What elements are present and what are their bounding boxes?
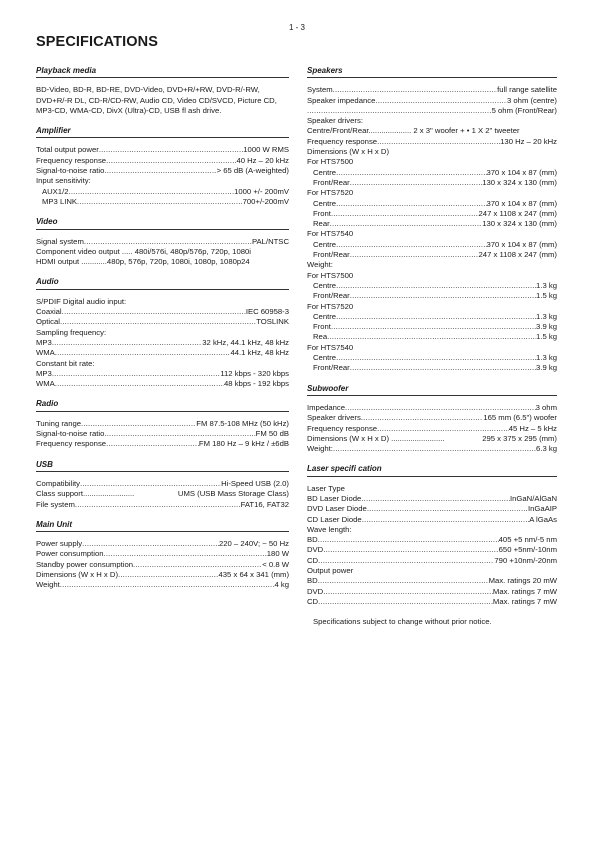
leader-dots — [336, 240, 486, 250]
spec-key: Front/Rear — [313, 291, 350, 301]
model-label: For HTS7540 — [307, 229, 354, 239]
spec-row — [307, 96, 557, 106]
model-label: For HTS7540 — [307, 342, 354, 352]
leader-dots — [104, 549, 267, 559]
spec-row — [36, 570, 289, 580]
spec-key: BD — [307, 535, 318, 545]
leader-dots — [375, 96, 507, 106]
spec-value: PAL/NTSC — [251, 236, 289, 246]
leader-dots — [330, 219, 483, 229]
spec-row — [307, 494, 557, 504]
spec-key: CD — [307, 596, 319, 606]
spec-key: Signal system — [36, 236, 84, 246]
spec-value: 45 Hz – 5 kHz — [508, 423, 557, 433]
spec-row — [36, 187, 289, 197]
spec-value: FM 180 Hz – 9 kHz / ±6dB — [198, 439, 289, 449]
spec-key: Signal-to-noise ratio — [36, 429, 105, 439]
spec-value: FM 87.5-108 MHz (50 kHz) — [196, 418, 289, 428]
model-label: For HTS7500 — [307, 157, 354, 167]
main-unit-section — [36, 520, 289, 591]
leader-dots — [52, 338, 202, 348]
spec-value: Max. ratings 7 mW — [492, 596, 557, 606]
spec-key: DVD — [307, 545, 324, 555]
playback-section — [36, 66, 289, 116]
spec-value: FAT16, FAT32 — [240, 499, 289, 509]
spec-key: Front/Rear — [313, 250, 350, 260]
spec-value: 220 – 240V; ~ 50 Hz — [218, 539, 289, 549]
spec-value: A lGaAs — [529, 514, 557, 524]
spec-key: Class support........................ — [36, 489, 135, 499]
spec-row — [36, 379, 289, 389]
spec-key: WMA — [36, 379, 55, 389]
spec-value: 112 kbps - 320 kbps — [220, 368, 289, 378]
spec-row — [36, 197, 289, 207]
spec-key: Weight: — [307, 444, 333, 454]
spec-row — [36, 156, 289, 166]
spec-value: 1.5 kg — [536, 332, 557, 342]
model-label: For HTS7520 — [307, 301, 354, 311]
spec-value: 3.9 kg — [536, 363, 557, 373]
spec-value: 247 x 1108 x 247 (mm) — [478, 250, 557, 260]
spec-value: 1.3 kg — [536, 311, 557, 321]
spec-key: Rea — [313, 332, 328, 342]
subwoofer-section — [307, 384, 557, 455]
spec-value: 370 x 104 x 87 (mm) — [486, 198, 557, 208]
leader-dots — [318, 597, 493, 607]
spec-line: HDMI output ............480p, 576p, 720p, 1080i, 1080p, 1080p24 — [36, 257, 250, 267]
leader-dots — [318, 576, 489, 586]
leader-dots — [318, 556, 494, 566]
spec-value: InGaAIP — [527, 504, 557, 514]
spec-key: Rear — [313, 219, 330, 229]
spec-key: File system — [36, 499, 75, 509]
laser-section — [307, 464, 557, 607]
spec-key: Weight — [36, 580, 60, 590]
spec-row — [36, 560, 289, 570]
spec-row — [36, 489, 289, 499]
spec-value: Max. ratings 20 mW — [488, 576, 557, 586]
spec-key: Power supply — [36, 539, 83, 549]
section-heading: Subwoofer — [307, 384, 557, 396]
spec-row — [307, 332, 557, 342]
right-column — [307, 66, 557, 628]
section-heading: Audio — [36, 277, 289, 289]
spec-value: 3.9 kg — [536, 322, 557, 332]
spec-key: DVD Laser Diode — [307, 504, 367, 514]
spec-row — [307, 137, 557, 147]
spec-value: 130 x 324 x 130 (mm) — [482, 177, 557, 187]
sub-label: S/PDIF Digital audio input: — [36, 296, 127, 306]
spec-key: DVD — [307, 586, 324, 596]
spec-key: System — [307, 85, 333, 95]
leader-dots — [333, 85, 498, 95]
spec-key: MP3 — [36, 337, 52, 347]
spec-key: Front — [313, 322, 331, 332]
leader-dots — [118, 570, 218, 580]
spec-row — [307, 363, 557, 373]
leader-dots — [75, 500, 241, 510]
section-heading: Speakers — [307, 66, 557, 78]
spec-row — [36, 439, 289, 449]
section-heading: Radio — [36, 399, 289, 411]
playback-media-text: BD-Video, BD-R, BD-RE, DVD-Video, DVD+R/+RW, DVD-R/-RW, DVD+R/-R DL, CD-R/CD-RW, Audio CD, Video CD/SVCD, Picture CD, MP3-CD, WMA-CD, DivX (Ultra)-CD, USB fl ash drive. — [36, 85, 277, 115]
sub-label: Constant bit rate: — [36, 358, 95, 368]
spec-key: Centre — [313, 311, 337, 321]
leader-dots — [377, 424, 509, 434]
leader-dots — [361, 413, 484, 423]
leader-dots — [336, 312, 536, 322]
spec-value: 435 x 64 x 341 (mm) — [218, 569, 289, 579]
spec-key: Compatibility — [36, 478, 81, 488]
spec-key: Frequency response — [36, 439, 107, 449]
spec-value: Hi-Speed USB (2.0) — [221, 478, 289, 488]
spec-row — [307, 219, 557, 229]
leader-dots — [55, 348, 231, 358]
spec-row — [307, 240, 557, 250]
spec-line: Centre/Front/Rear.................... 2 x 3" woofer + • 1 X 2" tweeter — [307, 126, 520, 136]
spec-key: Frequency response — [307, 136, 378, 146]
leader-dots — [331, 209, 479, 219]
sub-label: Dimensions (W x H x D) — [307, 147, 390, 157]
sub-label: Input sensitivity: — [36, 176, 91, 186]
spec-row — [307, 168, 557, 178]
spec-value: UMS (USB Mass Storage Class) — [177, 489, 289, 499]
spec-key: WMA — [36, 348, 55, 358]
leader-dots — [362, 515, 530, 525]
spec-value: 165 mm (6.5") woofer — [483, 413, 557, 423]
leader-dots — [350, 250, 479, 260]
spec-key: Front/Rear — [313, 177, 350, 187]
spec-row — [36, 429, 289, 439]
spec-row — [36, 419, 289, 429]
spec-value: 6.3 kg — [536, 444, 557, 454]
spec-key: AUX1/2 — [42, 186, 69, 196]
section-heading: Main Unit — [36, 520, 289, 532]
spec-key: Speaker impedance — [307, 95, 376, 105]
leader-dots — [69, 187, 235, 197]
spec-key: Standby power consumption — [36, 559, 134, 569]
spec-value: Max. ratings 7 mW — [492, 586, 557, 596]
leader-dots — [350, 363, 536, 373]
spec-value: 48 kbps - 192 kbps — [224, 379, 289, 389]
spec-value: 1.3 kg — [536, 353, 557, 363]
leader-dots — [55, 379, 224, 389]
radio-section — [36, 399, 289, 449]
section-heading: Amplifier — [36, 126, 289, 138]
spec-value: 1.3 kg — [536, 280, 557, 290]
leader-dots — [336, 199, 486, 209]
spec-value: 4 kg — [274, 580, 289, 590]
sub-label: Sampling frequency: — [36, 327, 107, 337]
leader-dots — [323, 545, 498, 555]
leader-dots — [82, 539, 219, 549]
leader-dots — [84, 237, 252, 247]
spec-row — [307, 515, 557, 525]
section-heading: USB — [36, 460, 289, 472]
spec-row — [307, 576, 557, 586]
spec-row — [307, 504, 557, 514]
spec-row — [36, 145, 289, 155]
spec-value: 700+/-200mV — [242, 196, 289, 206]
spec-value: > 65 dB (A-weighted) — [216, 166, 289, 176]
leader-dots — [323, 587, 493, 597]
spec-row — [307, 281, 557, 291]
spec-value: 1000 W RMS — [243, 145, 289, 155]
spec-value: 5 ohm (Front/Rear) — [491, 105, 557, 115]
leader-dots — [377, 137, 500, 147]
spec-value: 3 ohm — [535, 402, 557, 412]
spec-key: Centre — [313, 198, 337, 208]
spec-key: Dimensions (W x H x D) ......................... — [307, 433, 445, 443]
spec-row — [307, 312, 557, 322]
spec-key: Frequency response — [36, 155, 107, 165]
leader-dots — [52, 369, 221, 379]
spec-line: Component video output ..... 480i/576i, 480p/576p, 720p, 1080i — [36, 246, 251, 256]
leader-dots — [350, 178, 482, 188]
leader-dots — [361, 494, 510, 504]
spec-row — [36, 348, 289, 358]
sub-label: Speaker drivers: — [307, 116, 363, 126]
spec-row — [307, 587, 557, 597]
spec-row — [307, 424, 557, 434]
sub-label: Output power — [307, 566, 354, 576]
spec-row — [307, 178, 557, 188]
spec-key: Centre — [313, 167, 337, 177]
spec-row — [307, 250, 557, 260]
spec-value: 650 +5nm/-10nm — [498, 545, 557, 555]
leader-dots — [81, 419, 196, 429]
model-label: For HTS7500 — [307, 270, 354, 280]
spec-value: 370 x 104 x 87 (mm) — [486, 239, 557, 249]
spec-value: 130 x 324 x 130 (mm) — [482, 219, 557, 229]
speakers-section — [307, 66, 557, 374]
spec-row — [307, 403, 557, 413]
spec-row — [36, 479, 289, 489]
sub-label: Weight: — [307, 260, 333, 270]
spec-value: 295 x 375 x 295 (mm) — [482, 433, 557, 443]
spec-row — [36, 369, 289, 379]
spec-row — [307, 444, 557, 454]
spec-row — [307, 556, 557, 566]
leader-dots — [80, 479, 221, 489]
leader-dots — [62, 307, 246, 317]
spec-value: TOSLINK — [256, 317, 289, 327]
sub-label: Wave length: — [307, 524, 352, 534]
page-title: SPECIFICATIONS — [36, 34, 158, 50]
spec-row — [36, 166, 289, 176]
spec-key: CD Laser Diode — [307, 514, 362, 524]
spec-key: Frequency response — [307, 423, 378, 433]
spec-row — [307, 291, 557, 301]
spec-row — [307, 209, 557, 219]
spec-row — [36, 307, 289, 317]
spec-key: Centre — [313, 280, 337, 290]
spec-row — [307, 545, 557, 555]
spec-key: Power consumption — [36, 549, 104, 559]
amplifier-section — [36, 126, 289, 207]
change-notice: Specifications subject to change without prior notice. — [313, 617, 492, 627]
spec-value: 130 Hz – 20 kHz — [500, 136, 557, 146]
spec-key: MP3 LINK — [42, 196, 78, 206]
spec-value: 44.1 kHz, 48 kHz — [230, 348, 289, 358]
spec-value: 3 ohm (centre) — [507, 95, 557, 105]
spec-row — [36, 539, 289, 549]
spec-key: Signal-to-noise ratio — [36, 166, 105, 176]
spec-key: Total output power — [36, 145, 99, 155]
leader-dots — [77, 197, 243, 207]
spec-row — [307, 434, 557, 444]
leader-dots — [104, 166, 216, 176]
spec-row — [307, 85, 557, 95]
spec-value: < 0.8 W — [262, 559, 289, 569]
spec-value: 40 Hz – 20 kHz — [236, 155, 289, 165]
model-label: For HTS7520 — [307, 188, 354, 198]
leader-dots — [307, 106, 492, 116]
spec-key: Tuning range — [36, 418, 82, 428]
spec-value: 180 W — [266, 549, 289, 559]
section-heading: Laser specifi cation — [307, 464, 557, 476]
spec-key: BD — [307, 576, 318, 586]
spec-key: Dimensions (W x H x D) — [36, 569, 119, 579]
spec-key: Optical — [36, 317, 60, 327]
spec-row — [36, 549, 289, 559]
spec-key: Centre — [313, 353, 337, 363]
spec-value: 790 +10nm/-20nm — [494, 555, 557, 565]
spec-value: 247 x 1108 x 247 (mm) — [478, 208, 557, 218]
spec-row — [307, 199, 557, 209]
usb-section — [36, 460, 289, 510]
section-heading: Video — [36, 217, 289, 229]
spec-row — [36, 500, 289, 510]
leader-dots — [106, 156, 236, 166]
audio-section — [36, 277, 289, 389]
leader-dots — [367, 504, 528, 514]
spec-row — [36, 580, 289, 590]
spec-row — [307, 106, 557, 116]
leader-dots — [104, 429, 255, 439]
spec-row — [307, 413, 557, 423]
leader-dots — [331, 322, 536, 332]
leader-dots — [106, 439, 199, 449]
leader-dots — [318, 535, 499, 545]
section-heading: Playback media — [36, 66, 289, 78]
spec-value: full range satellite — [497, 85, 557, 95]
leader-dots — [333, 444, 536, 454]
spec-key: BD Laser Diode — [307, 493, 362, 503]
spec-key: Front — [313, 208, 331, 218]
spec-key: Front/Rear — [313, 363, 350, 373]
left-column — [36, 66, 289, 601]
spec-row — [36, 237, 289, 247]
spec-key: Coaxial — [36, 307, 62, 317]
spec-key: Speaker drivers — [307, 413, 361, 423]
spec-row — [307, 353, 557, 363]
leader-dots — [60, 317, 256, 327]
spec-key: Centre — [313, 239, 337, 249]
leader-dots — [350, 291, 536, 301]
video-section — [36, 217, 289, 267]
leader-dots — [336, 353, 536, 363]
spec-value: IEC 60958-3 — [245, 307, 289, 317]
leader-dots — [336, 168, 486, 178]
spec-value: 1000 +/- 200mV — [234, 186, 289, 196]
spec-key: Impedance — [307, 402, 346, 412]
sub-label: Laser Type — [307, 483, 345, 493]
spec-row — [307, 597, 557, 607]
page-number: 1 - 3 — [289, 23, 306, 32]
leader-dots — [133, 560, 262, 570]
leader-dots — [327, 332, 536, 342]
spec-value: 32 kHz, 44.1 kHz, 48 kHz — [202, 337, 289, 347]
spec-value: 1.5 kg — [536, 291, 557, 301]
spec-row — [307, 322, 557, 332]
spec-row — [36, 338, 289, 348]
leader-dots — [345, 403, 536, 413]
spec-row — [307, 535, 557, 545]
leader-dots — [99, 145, 243, 155]
leader-dots — [60, 580, 275, 590]
spec-value: 405 +5 nm/-5 nm — [498, 535, 557, 545]
spec-value: InGaN/AlGaN — [510, 493, 557, 503]
spec-key: MP3 — [36, 368, 52, 378]
spec-row — [36, 317, 289, 327]
spec-key: CD — [307, 555, 319, 565]
spec-value: 370 x 104 x 87 (mm) — [486, 167, 557, 177]
leader-dots — [336, 281, 536, 291]
spec-value: FM 50 dB — [255, 429, 289, 439]
